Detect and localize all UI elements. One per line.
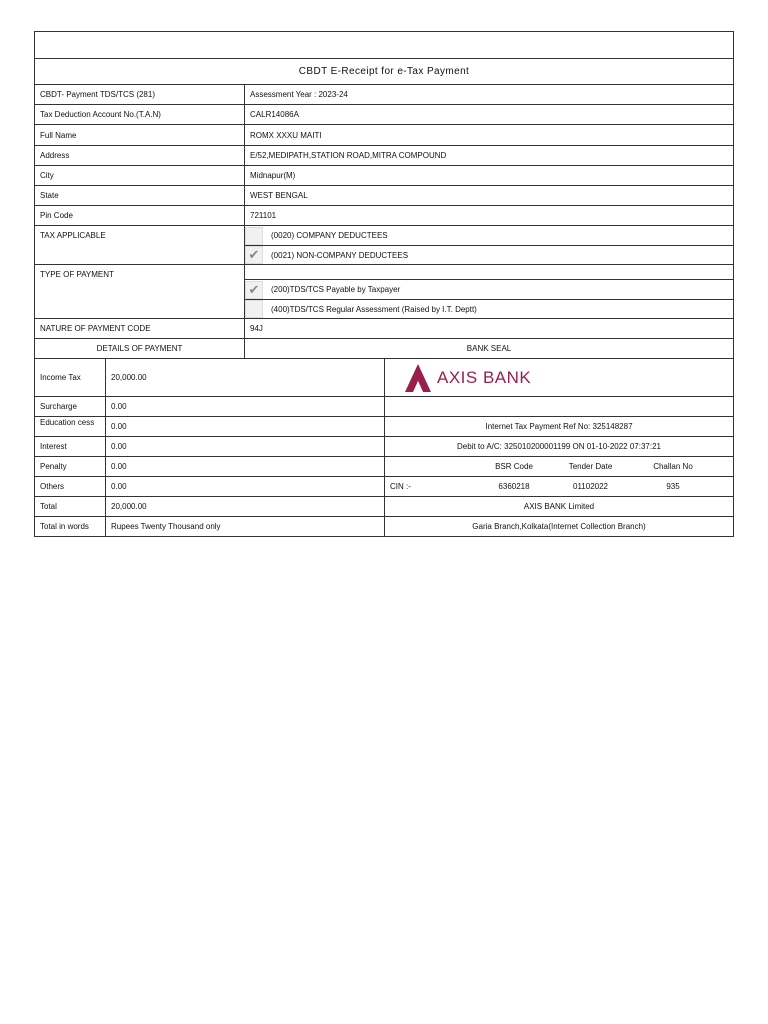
checkbox-regular-assessment[interactable] [245, 300, 263, 318]
tender-date: 01102022 [573, 482, 608, 491]
bank-blank [385, 397, 733, 416]
payment-value: 0.00 [106, 457, 385, 476]
challan-headers [385, 457, 733, 476]
field-label: City [35, 166, 245, 185]
tax-applicable-label: TAX APPLICABLE [35, 226, 245, 264]
tax-applicable-options [245, 226, 733, 264]
option-label: (200)TDS/TCS Payable by Taxpayer [271, 285, 401, 294]
type-of-payment-options [245, 265, 733, 318]
option-label: (0021) NON-COMPANY DEDUCTEES [271, 250, 409, 260]
field-label: Pin Code [35, 206, 245, 225]
checkmark-icon: ✔ [248, 281, 260, 297]
field-row-tan [35, 104, 733, 124]
challan-no-header: Challan No [653, 462, 693, 471]
payment-row-income-tax [35, 358, 733, 396]
challan-no: 935 [666, 482, 680, 491]
cin-label: CIN :- [390, 482, 411, 491]
field-value: ROMX XXXU MAITI [250, 130, 322, 140]
payment-value: 0.00 [106, 437, 385, 456]
bsr-code-header: BSR Code [495, 462, 533, 471]
field-label: Address [35, 146, 245, 165]
field-value: Midnapur(M) [250, 171, 296, 180]
field-row-state [35, 185, 733, 205]
axis-bank-logo [385, 359, 733, 396]
tender-date-header: Tender Date [568, 462, 613, 471]
field-row-name [35, 124, 733, 145]
option-company-deductees [245, 226, 733, 245]
debit-info: Debit to A/C: 325010200001199 ON 01-10-2022 07:37:21 [456, 442, 661, 451]
nature-label: NATURE OF PAYMENT CODE [35, 319, 245, 338]
option-label: (400)TDS/TCS Regular Assessment (Raised by I.T. Deptt) [271, 304, 477, 314]
tax-applicable-row [35, 225, 733, 264]
checkbox-company[interactable] [245, 227, 263, 245]
field-row-city [35, 165, 733, 185]
receipt-title: CBDT E-Receipt for e-Tax Payment [298, 66, 470, 77]
assessment-year: Assessment Year : 2023-24 [250, 90, 348, 99]
field-value: WEST BENGAL [250, 191, 308, 200]
challan-values [385, 477, 733, 496]
payment-label: Interest [35, 437, 106, 456]
payment-value: 0.00 [106, 477, 385, 496]
field-value: E/52,MEDIPATH,STATION ROAD,MITRA COMPOUND [250, 151, 447, 160]
payment-type: CBDT- Payment TDS/TCS (281) [35, 85, 245, 104]
nature-of-payment-row [35, 318, 733, 338]
option-label: (0020) COMPANY DEDUCTEES [271, 231, 388, 240]
field-row-pin [35, 205, 733, 225]
bank-branch: Garia Branch,Kolkata(Internet Collection Branch) [472, 522, 646, 531]
field-value: 721101 [250, 211, 277, 220]
field-row-address [35, 145, 733, 165]
payment-row-education-cess [35, 416, 733, 436]
payment-row-total-words [35, 516, 733, 536]
bank-name: AXIS BANK Limited [523, 502, 595, 511]
option-tds-payable [245, 280, 733, 299]
payment-value: Rupees Twenty Thousand only [106, 517, 385, 536]
blank-cell [35, 32, 40, 58]
details-header: DETAILS OF PAYMENT [35, 339, 245, 358]
payment-value: 0.00 [106, 417, 385, 436]
payment-row-others [35, 476, 733, 496]
bank-logo-area [385, 359, 733, 396]
ref-no: Internet Tax Payment Ref No: 325148287 [485, 422, 633, 431]
payment-row-penalty [35, 456, 733, 476]
title-row [35, 58, 733, 84]
nature-value: 94J [250, 324, 263, 333]
option-non-company-deductees [245, 245, 733, 264]
blank-spacer [245, 265, 733, 280]
type-of-payment-label: TYPE OF PAYMENT [35, 265, 245, 318]
payment-row-total [35, 496, 733, 516]
field-label: Tax Deduction Account No.(T.A.N) [35, 105, 245, 124]
payment-value: 0.00 [106, 397, 385, 416]
payment-value: 20,000.00 [106, 359, 385, 396]
payment-label: Total in words [35, 517, 106, 536]
bank-logo-text: AXIS BANK [437, 367, 532, 387]
bank-seal-header: BANK SEAL [466, 344, 512, 353]
payment-label: Education cess [35, 417, 106, 436]
payment-label: Penalty [35, 457, 106, 476]
field-label: State [35, 186, 245, 205]
payment-label: Surcharge [35, 397, 106, 416]
axis-logo-icon [405, 364, 431, 392]
payment-row-surcharge [35, 396, 733, 416]
option-regular-assessment [245, 299, 733, 318]
payment-label: Others [35, 477, 106, 496]
payment-label: Income Tax [35, 359, 106, 396]
header-blank-row [35, 32, 733, 58]
payment-value: 20,000.00 [106, 497, 385, 516]
field-label: Full Name [35, 125, 245, 145]
type-of-payment-row [35, 264, 733, 318]
section-header-row [35, 338, 733, 358]
payment-type-row [35, 84, 733, 104]
checkbox-tds-payable[interactable] [245, 281, 263, 299]
payment-row-interest [35, 436, 733, 456]
field-value: CALR14086A [250, 110, 299, 119]
payment-label: Total [35, 497, 106, 516]
bsr-code: 6360218 [498, 482, 530, 491]
checkbox-non-company[interactable] [245, 246, 263, 264]
tax-receipt [34, 31, 734, 537]
checkmark-icon: ✔ [248, 247, 260, 262]
